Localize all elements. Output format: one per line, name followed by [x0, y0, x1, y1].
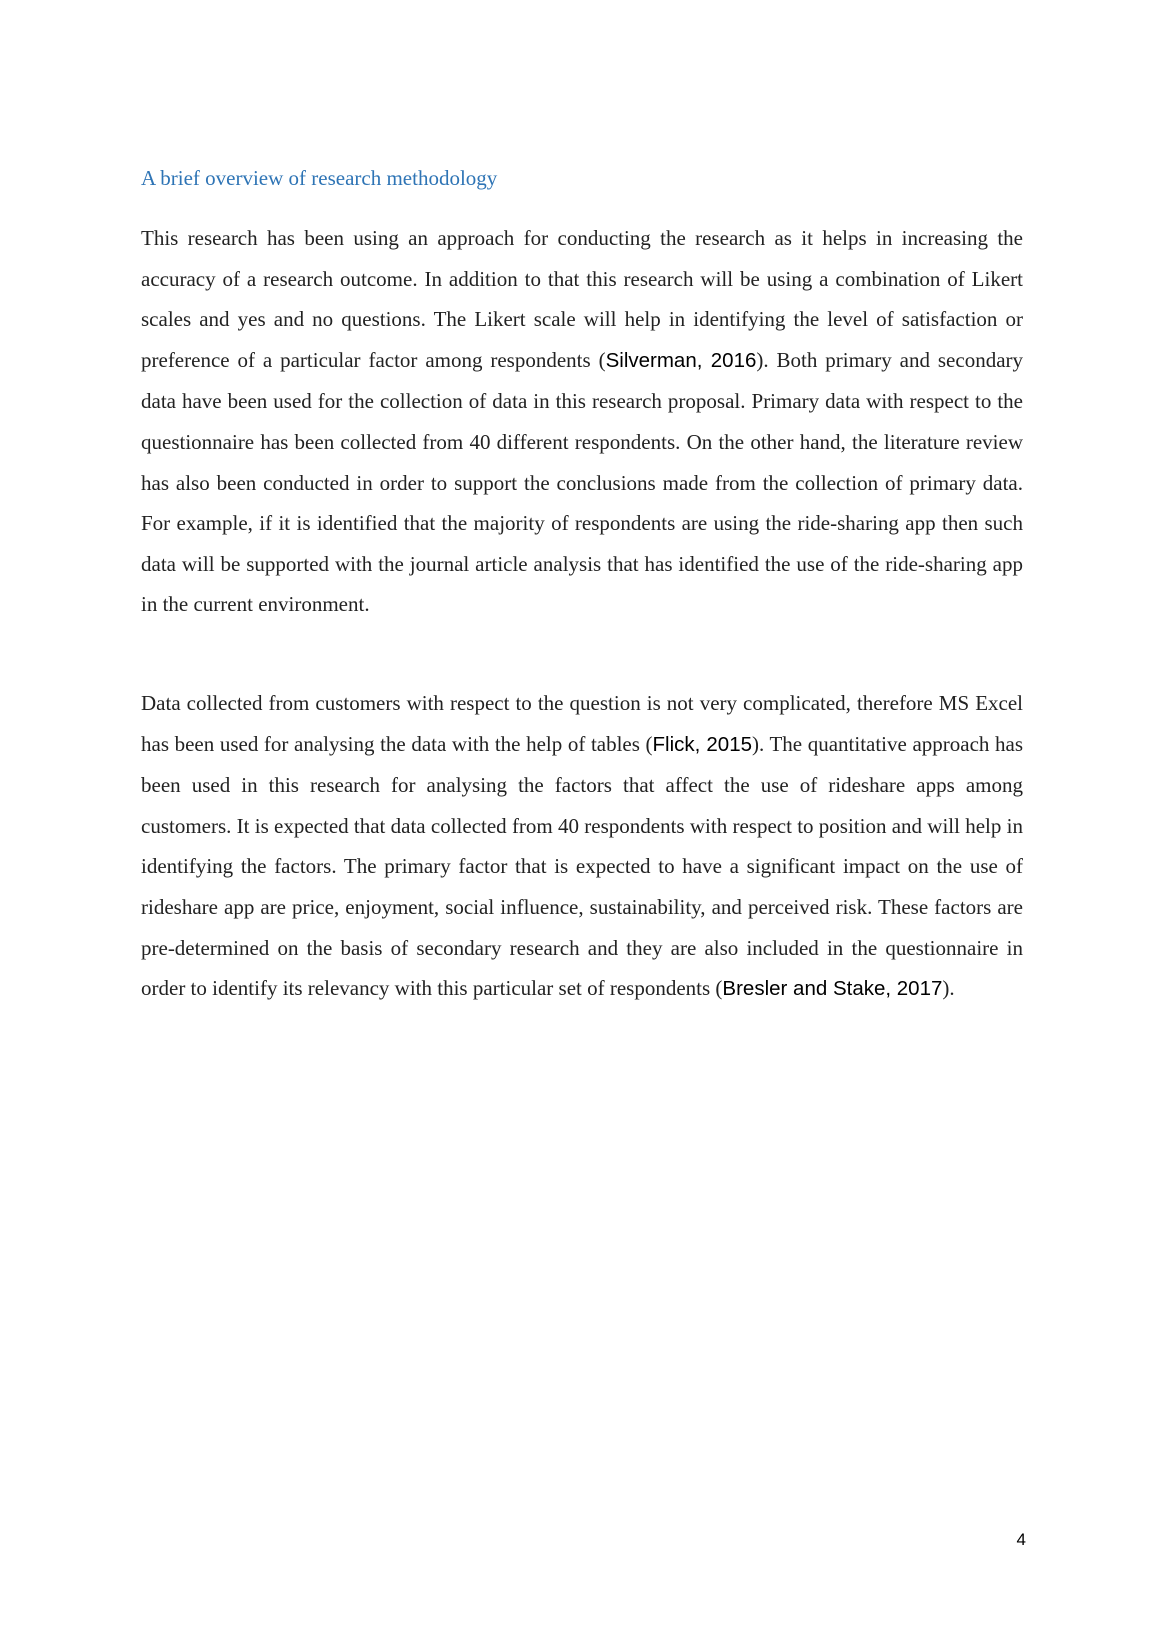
section-heading: A brief overview of research methodology — [141, 166, 498, 190]
paragraph-1 — [141, 218, 1023, 625]
paragraph-1-text-after: ). Both primary and secondary data have been used for the collection of data in this research proposal. Primary data with respect to the questionnaire has been collected from 40 different respondents. On the other hand, the literature review has also been conducted in order to support the conclusions made from the collection of primary data. For example, if it is identified that the majority of respondents are using the ride-sharing app then such data will be supported with the journal article analysis that has identified the use of the ride-sharing app in the current environment. — [141, 347, 1024, 617]
paragraph-2-text-after: ). — [942, 976, 955, 1001]
paragraph-2 — [141, 683, 1023, 1010]
paragraph-2-text-before: Data collected from customers with respect to the question is not very complicated, therefore MS Excel has been used for analysing the data with the help of tables ( — [141, 691, 1023, 756]
citation-flick-2015[interactable]: Flick, 2015 — [652, 732, 752, 756]
citation-bresler-stake-2017[interactable]: Bresler and Stake, 2017 — [722, 977, 943, 1001]
page-number: 4 — [1016, 1530, 1026, 1549]
citation-silverman-2016[interactable]: Silverman, 2016 — [605, 348, 757, 372]
paragraph-1-text-before: This research has been using an approach for conducting the research as it helps in increasing the accuracy of a research outcome. In addition to that this research will be using a combination of Likert scales and yes and no questions. The Likert scale will help in identifying the level of satisfaction or preference of a particular factor among respondents ( — [141, 226, 1023, 372]
paragraph-2-text-middle: ). The quantitative approach has been used in this research for analysing the factors that affect the use of rideshare apps among customers. It is expected that data collected from 40 respondents with respect to position and will help in identifying the factors. The primary factor that is expected to have a significant impact on the use of rideshare app are price, enjoyment, social influence, sustainability, and perceived risk. These factors are pre-determined on the basis of secondary research and they are also included in the questionnaire in order to identify its relevancy with this particular set of respondents ( — [141, 731, 1023, 1001]
